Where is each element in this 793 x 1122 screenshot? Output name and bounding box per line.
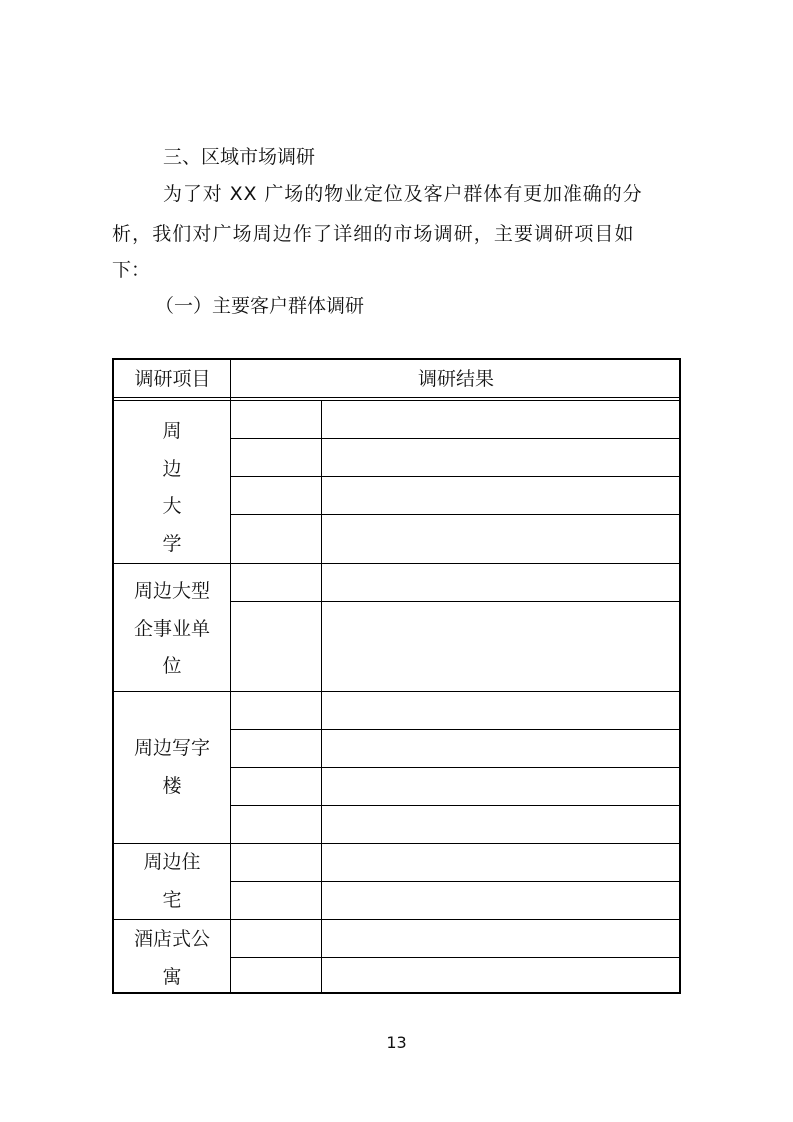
group-label-residential — [114, 844, 230, 919]
label-line: 楼 — [162, 774, 182, 797]
col-divider-2 — [321, 401, 322, 992]
row-divider — [230, 438, 679, 439]
row-divider — [230, 805, 679, 806]
group-label-serviced-apartments — [114, 921, 230, 996]
row-divider — [230, 514, 679, 515]
label-line: 宅 — [162, 888, 182, 911]
label-line: 企事业单 — [133, 617, 210, 640]
section-heading: 三、区域市场调研 — [163, 146, 316, 168]
header-survey-result: 调研结果 — [417, 368, 494, 390]
group-divider — [114, 919, 679, 920]
group-divider — [114, 563, 679, 564]
group-label-universities — [114, 413, 230, 563]
row-divider — [230, 957, 679, 958]
row-divider — [230, 767, 679, 768]
row-divider — [230, 601, 679, 602]
subsection-heading: （一）主要客户群体调研 — [155, 295, 365, 317]
header-divider-double — [114, 400, 679, 401]
label-line: 周边大型 — [133, 580, 210, 602]
group-label-office-buildings — [114, 730, 230, 805]
label-line: 酒店式公 — [133, 928, 210, 950]
label-line: 周边写字 — [133, 737, 210, 759]
survey-table — [112, 358, 681, 994]
group-divider — [114, 691, 679, 692]
header-divider — [114, 397, 679, 398]
row-divider — [230, 729, 679, 730]
label-line: 大 — [162, 495, 182, 517]
label-line: 边 — [162, 457, 182, 480]
label-line: 位 — [162, 655, 182, 677]
col-divider-1 — [230, 360, 231, 992]
label-line: 学 — [162, 532, 182, 555]
label-line: 周 — [162, 420, 182, 442]
intro-line-3: 下： — [112, 259, 151, 281]
label-line: 寓 — [162, 965, 182, 988]
row-divider — [230, 881, 679, 882]
label-line: 周边住 — [143, 851, 201, 873]
page-number: 13 — [386, 1033, 407, 1052]
row-divider — [230, 476, 679, 477]
intro-line-1: 为了对 XX 广场的物业定位及客户群体有更加准确的分 — [163, 183, 643, 205]
group-label-enterprises — [114, 573, 230, 686]
header-survey-item: 调研项目 — [134, 368, 211, 390]
intro-line-2: 析，我们对广场周边作了详细的市场调研，主要调研项目如 — [112, 223, 635, 245]
